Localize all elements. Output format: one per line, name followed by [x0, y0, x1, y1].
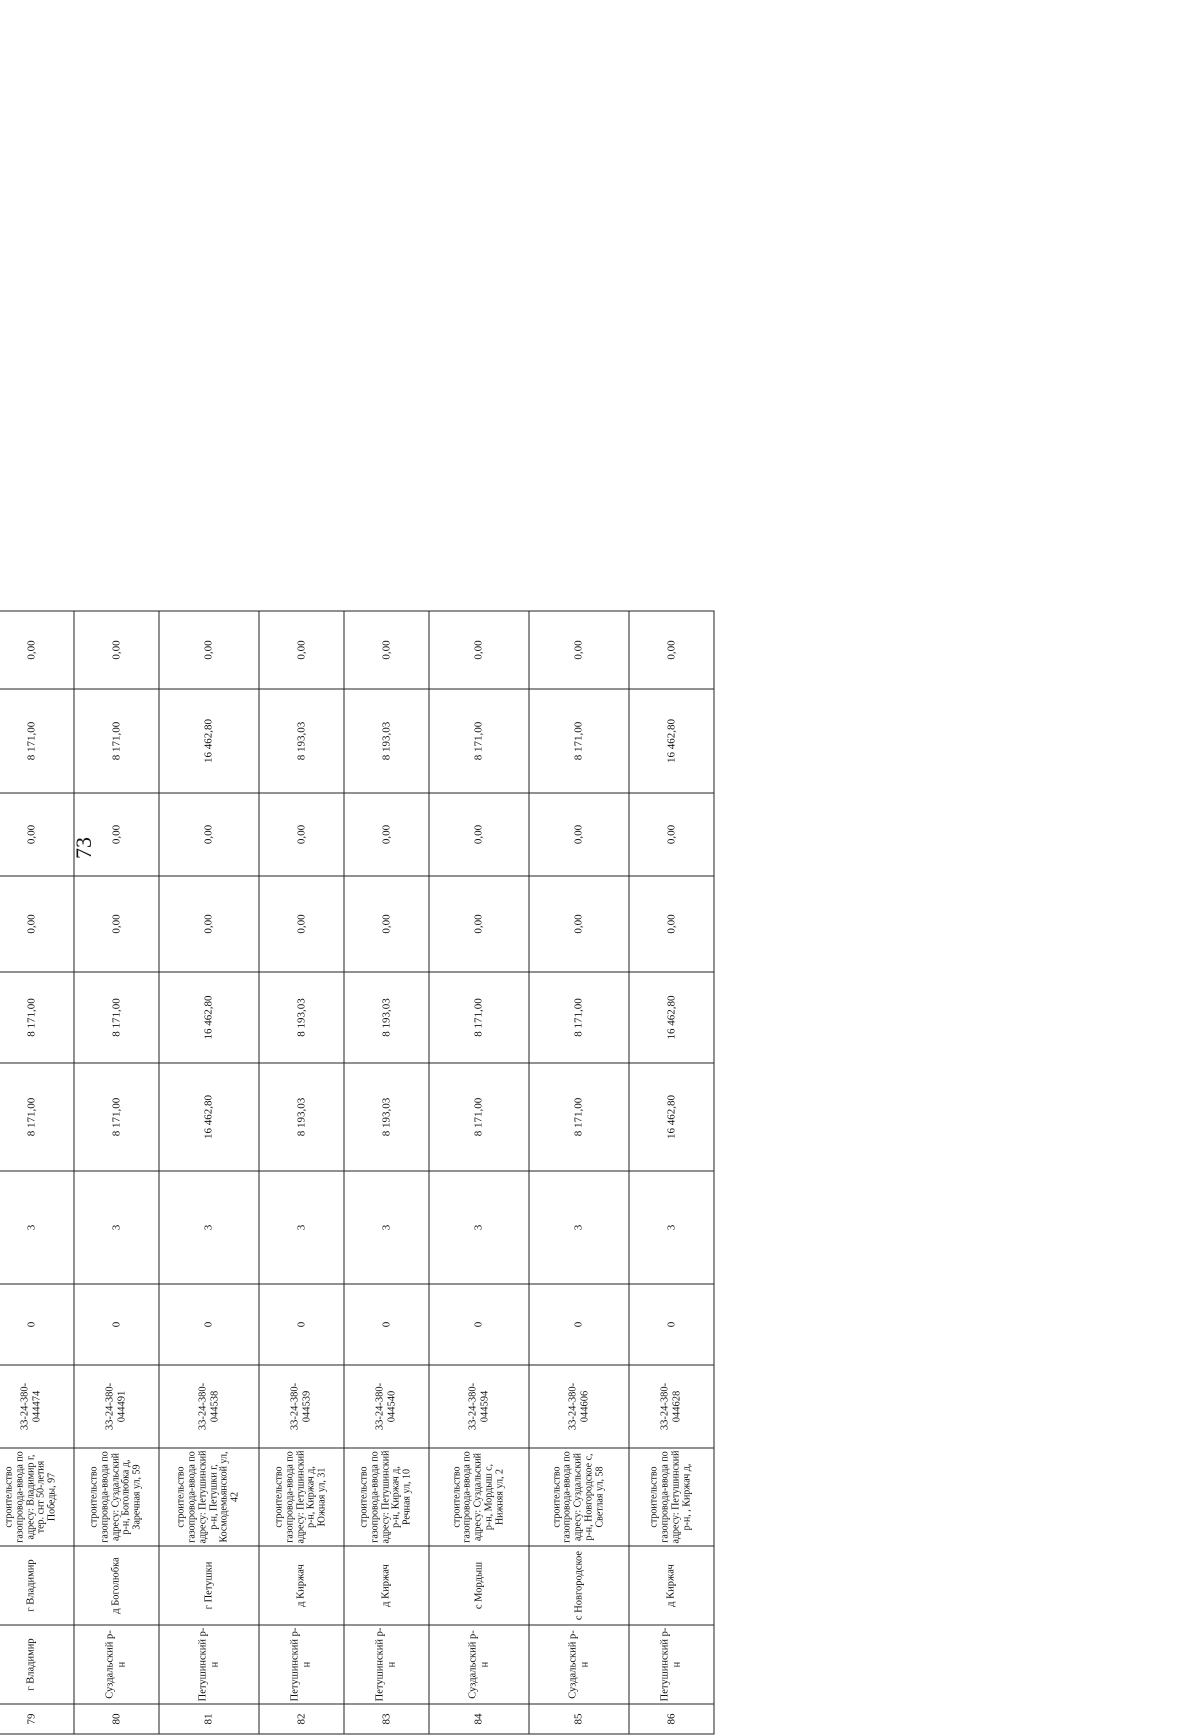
row-number-cell: 86 — [629, 1704, 714, 1734]
description-cell: строительство газопровода-ввода по адресу: Петушинский р-н, Киржач д, Южная ул, 31 — [259, 1448, 344, 1546]
col13-cell: 0,00 — [0, 611, 74, 689]
district-cell: Петушинский р-н — [159, 1625, 259, 1704]
table-body — [0, 611, 714, 1734]
col6-cell: 0 — [429, 1284, 529, 1365]
col13-cell: 0,00 — [259, 611, 344, 689]
row-number-cell: 80 — [74, 1704, 159, 1734]
description-cell: строительство газопровода-ввода по адресу: Петушинский р-н, , Киржач д, — [629, 1448, 714, 1546]
data-table — [0, 611, 715, 1735]
col7-cell: 3 — [0, 1171, 74, 1284]
code-cell: 33-24-380-044606 — [529, 1365, 629, 1448]
locality-cell: д Киржач — [629, 1546, 714, 1625]
col9-cell: 8 171,00 — [74, 972, 159, 1063]
row-number-cell: 81 — [159, 1704, 259, 1734]
code-cell: 33-24-380-044474 — [0, 1365, 74, 1448]
col7-cell: 3 — [159, 1171, 259, 1284]
col7-cell: 3 — [74, 1171, 159, 1284]
col6-cell: 0 — [259, 1284, 344, 1365]
table-row — [159, 611, 259, 1734]
col6-cell: 0 — [529, 1284, 629, 1365]
col7-cell: 3 — [259, 1171, 344, 1284]
rotated-table-container — [0, 640, 693, 1735]
col9-cell: 8 193,03 — [344, 972, 429, 1063]
district-cell: г Владимир — [0, 1625, 74, 1704]
col7-cell: 3 — [429, 1171, 529, 1284]
col13-cell: 0,00 — [344, 611, 429, 689]
col10-cell: 0,00 — [0, 876, 74, 972]
col9-cell: 8 171,00 — [429, 972, 529, 1063]
code-cell: 33-24-380-044538 — [159, 1365, 259, 1448]
row-number-cell: 85 — [529, 1704, 629, 1734]
col8-cell: 8 193,03 — [259, 1063, 344, 1171]
row-number-cell: 79 — [0, 1704, 74, 1734]
col11-cell: 0,00 — [159, 793, 259, 876]
table-row — [74, 611, 159, 1734]
col10-cell: 0,00 — [259, 876, 344, 972]
col7-cell: 3 — [629, 1171, 714, 1284]
col8-cell: 16 462,80 — [159, 1063, 259, 1171]
col11-cell: 0,00 — [74, 793, 159, 876]
col10-cell: 0,00 — [629, 876, 714, 972]
description-cell: строительство газопровода-ввода по адресу: Суздальский р-н, Новгородское с, Светлая ул, 58 — [529, 1448, 629, 1546]
col11-cell: 0,00 — [429, 793, 529, 876]
locality-cell: с Мордыш — [429, 1546, 529, 1625]
col8-cell: 8 171,00 — [74, 1063, 159, 1171]
district-cell: Суздальский р-н — [429, 1625, 529, 1704]
row-number-cell: 82 — [259, 1704, 344, 1734]
col8-cell: 8 171,00 — [429, 1063, 529, 1171]
col12-cell: 8 171,00 — [74, 689, 159, 793]
col10-cell: 0,00 — [529, 876, 629, 972]
locality-cell: д Боголюбка — [74, 1546, 159, 1625]
code-cell: 33-24-380-044491 — [74, 1365, 159, 1448]
description-cell: строительство газопровода-ввода по адресу: Петушинский р-н, Киржач д, Речная ул, 10 — [344, 1448, 429, 1546]
col11-cell: 0,00 — [629, 793, 714, 876]
district-cell: Петушинский р-н — [259, 1625, 344, 1704]
col12-cell: 8 193,03 — [344, 689, 429, 793]
district-cell: Петушинский р-н — [344, 1625, 429, 1704]
table-row — [429, 611, 529, 1734]
col10-cell: 0,00 — [429, 876, 529, 972]
col9-cell: 8 171,00 — [529, 972, 629, 1063]
locality-cell: г Петушки — [159, 1546, 259, 1625]
col8-cell: 8 171,00 — [0, 1063, 74, 1171]
col11-cell: 0,00 — [344, 793, 429, 876]
col12-cell: 16 462,80 — [159, 689, 259, 793]
description-cell: строительство газопровода-ввода по адресу: Суздальский р-н, Боголюбка д, Заречная ул, 59 — [74, 1448, 159, 1546]
district-cell: Петушинский р-н — [629, 1625, 714, 1704]
locality-cell: г Владимир — [0, 1546, 74, 1625]
description-cell: строительство газопровода-ввода по адресу: Владимир г, тер. снт 50-летия Победы, 97 — [0, 1448, 74, 1546]
page-number: 73 — [71, 837, 96, 859]
description-cell: строительство газопровода-ввода по адресу: Петушинский р-н, Петушки г, Космодемьянской ул, 42 — [159, 1448, 259, 1546]
col7-cell: 3 — [344, 1171, 429, 1284]
col6-cell: 0 — [159, 1284, 259, 1365]
table-row — [629, 611, 714, 1734]
table-row — [344, 611, 429, 1734]
table-row — [0, 611, 74, 1734]
row-number-cell: 84 — [429, 1704, 529, 1734]
table-row — [529, 611, 629, 1734]
table-row — [259, 611, 344, 1734]
code-cell: 33-24-380-044628 — [629, 1365, 714, 1448]
code-cell: 33-24-380-044594 — [429, 1365, 529, 1448]
col11-cell: 0,00 — [259, 793, 344, 876]
col9-cell: 8 193,03 — [259, 972, 344, 1063]
locality-cell: д Киржач — [259, 1546, 344, 1625]
col12-cell: 8 171,00 — [529, 689, 629, 793]
col13-cell: 0,00 — [529, 611, 629, 689]
col10-cell: 0,00 — [74, 876, 159, 972]
col12-cell: 8 171,00 — [429, 689, 529, 793]
col8-cell: 8 193,03 — [344, 1063, 429, 1171]
col8-cell: 16 462,80 — [629, 1063, 714, 1171]
col11-cell: 0,00 — [0, 793, 74, 876]
col10-cell: 0,00 — [159, 876, 259, 972]
col8-cell: 8 171,00 — [529, 1063, 629, 1171]
col11-cell: 0,00 — [529, 793, 629, 876]
col6-cell: 0 — [629, 1284, 714, 1365]
code-cell: 33-24-380-044540 — [344, 1365, 429, 1448]
col10-cell: 0,00 — [344, 876, 429, 972]
col12-cell: 8 193,03 — [259, 689, 344, 793]
col6-cell: 0 — [74, 1284, 159, 1365]
col6-cell: 0 — [0, 1284, 74, 1365]
col13-cell: 0,00 — [629, 611, 714, 689]
col13-cell: 0,00 — [74, 611, 159, 689]
description-cell: строительство газопровода-ввода по адресу: Суздальский р-н, Мордыш с, Нижняя ул, 2 — [429, 1448, 529, 1546]
col13-cell: 0,00 — [159, 611, 259, 689]
col9-cell: 16 462,80 — [629, 972, 714, 1063]
row-number-cell: 83 — [344, 1704, 429, 1734]
col9-cell: 16 462,80 — [159, 972, 259, 1063]
district-cell: Суздальский р-н — [529, 1625, 629, 1704]
col7-cell: 3 — [529, 1171, 629, 1284]
locality-cell: с Новгородское — [529, 1546, 629, 1625]
locality-cell: д Киржач — [344, 1546, 429, 1625]
code-cell: 33-24-380-044539 — [259, 1365, 344, 1448]
col13-cell: 0,00 — [429, 611, 529, 689]
col9-cell: 8 171,00 — [0, 972, 74, 1063]
district-cell: Суздальский р-н — [74, 1625, 159, 1704]
col6-cell: 0 — [344, 1284, 429, 1365]
col12-cell: 16 462,80 — [629, 689, 714, 793]
col12-cell: 8 171,00 — [0, 689, 74, 793]
